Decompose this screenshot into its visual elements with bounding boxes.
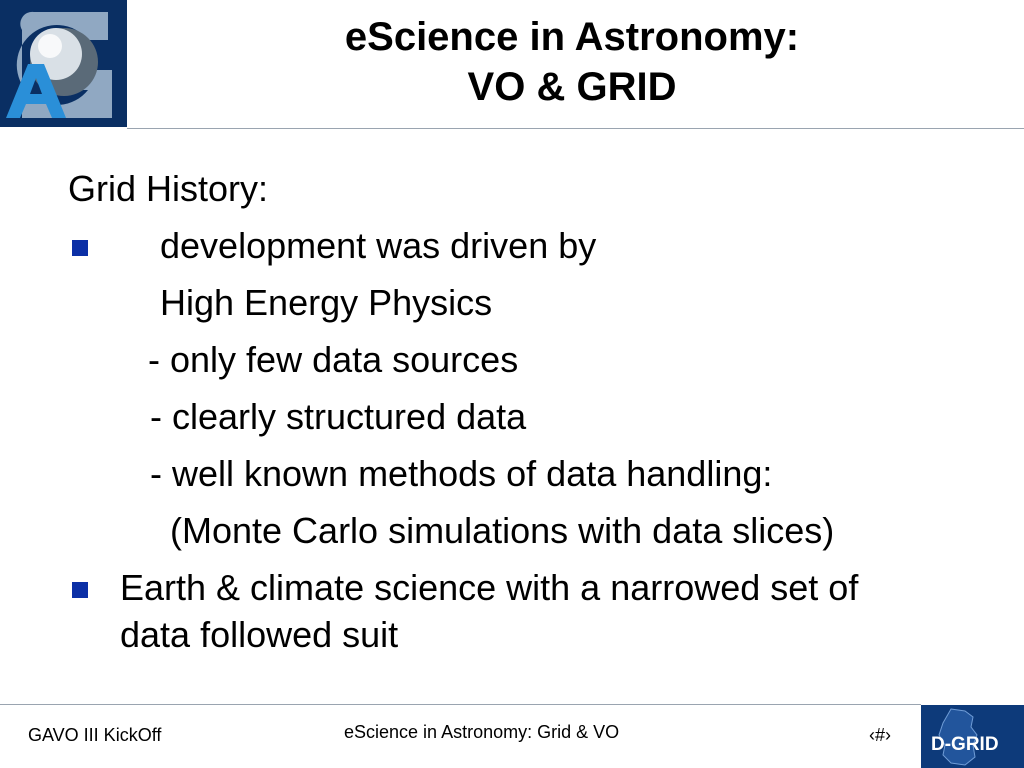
footer-event-name: GAVO III KickOff [28,725,162,745]
bullet-square-icon [72,582,88,598]
sub-item-1: only few data sources [170,339,519,380]
bullet1-line2: High Energy Physics [160,282,493,323]
bullet-square-icon [72,240,88,256]
slide-number: ‹#› [869,725,891,745]
slide-title-line2: VO & GRID [467,65,677,109]
footer-slide-title: eScience in Astronomy: Grid & VO [344,722,620,742]
d-grid-logo-text: D-GRID [931,734,999,755]
bullet2-line2: data followed suit [120,614,399,655]
grid-history-heading: Grid History: [68,168,269,209]
d-grid-logo-icon [921,705,1024,768]
slide-title-line1: eScience in Astronomy: [344,15,800,59]
sub-item-1-dash: - [148,339,160,380]
bullet2-line1: Earth & climate science with a narrowed set of [120,567,859,608]
sub-item-3: - well known methods of data handling: [150,453,773,494]
sub-item-3-note: (Monte Carlo simulations with data slices) [170,510,835,551]
bullet1-line1: development was driven by [160,225,597,266]
footer-divider [0,704,921,705]
sub-item-2: - clearly structured data [150,396,527,437]
